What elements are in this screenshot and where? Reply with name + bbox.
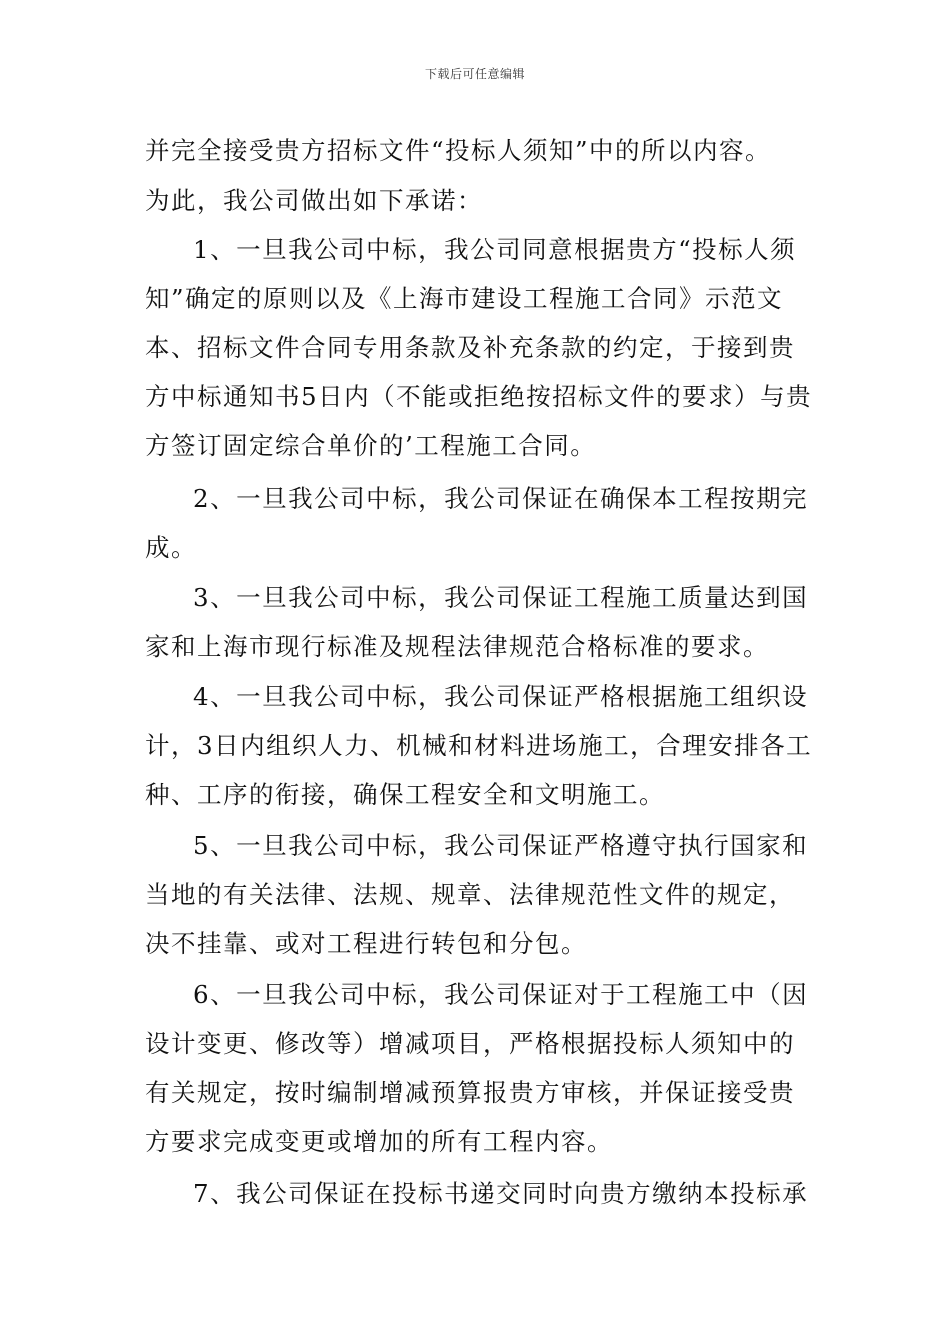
body-line: 并完全接受贵方招标文件“投标人须知”中的所以内容。 bbox=[145, 136, 772, 165]
body-line: 家和上海市现行标准及规程法律规范合格标准的要求。 bbox=[145, 632, 769, 661]
body-line: 成。 bbox=[145, 533, 197, 562]
paragraph-5-line: 5、一旦我公司中标，我公司保证严格遵守执行国家和 bbox=[193, 831, 809, 860]
body-line: 决不挂靠、或对工程进行转包和分包。 bbox=[145, 929, 587, 958]
paragraph-2-line: 2、一旦我公司中标，我公司保证在确保本工程按期完 bbox=[193, 484, 809, 513]
body-line: 本、招标文件合同专用条款及补充条款的约定，于接到贵 bbox=[145, 333, 795, 362]
paragraph-3-line: 3、一旦我公司中标，我公司保证工程施工质量达到国 bbox=[193, 583, 809, 612]
body-line: 方中标通知书5日内（不能或拒绝按招标文件的要求）与贵 bbox=[145, 382, 813, 411]
body-line: 当地的有关法律、法规、规章、法律规范性文件的规定， bbox=[145, 880, 795, 909]
body-line: 种、工序的衔接，确保工程安全和文明施工。 bbox=[145, 780, 665, 809]
paragraph-6-line: 6、一旦我公司中标，我公司保证对于工程施工中（因 bbox=[193, 980, 809, 1009]
paragraph-4-line: 4、一旦我公司中标，我公司保证严格根据施工组织设 bbox=[193, 682, 809, 711]
body-line: 计，3日内组织人力、机械和材料进场施工，合理安排各工 bbox=[145, 731, 813, 760]
body-line: 有关规定，按时编制增减预算报贵方审核，并保证接受贵 bbox=[145, 1078, 795, 1107]
paragraph-7-line: 7、我公司保证在投标书递交同时向贵方缴纳本投标承 bbox=[193, 1179, 809, 1208]
body-line: 方签订固定综合单价的’工程施工合同。 bbox=[145, 431, 597, 460]
page-header: 下载后可任意编辑 bbox=[424, 67, 525, 81]
paragraph-1-line: 1、一旦我公司中标，我公司同意根据贵方“投标人须 bbox=[193, 235, 797, 264]
body-line: 方要求完成变更或增加的所有工程内容。 bbox=[145, 1127, 613, 1156]
body-line: 设计变更、修改等）增减项目，严格根据投标人须知中的 bbox=[145, 1029, 795, 1058]
body-line: 为此，我公司做出如下承诺： bbox=[145, 186, 483, 215]
body-line: 知”确定的原则以及《上海市建设工程施工合同》示范文 bbox=[145, 284, 784, 313]
